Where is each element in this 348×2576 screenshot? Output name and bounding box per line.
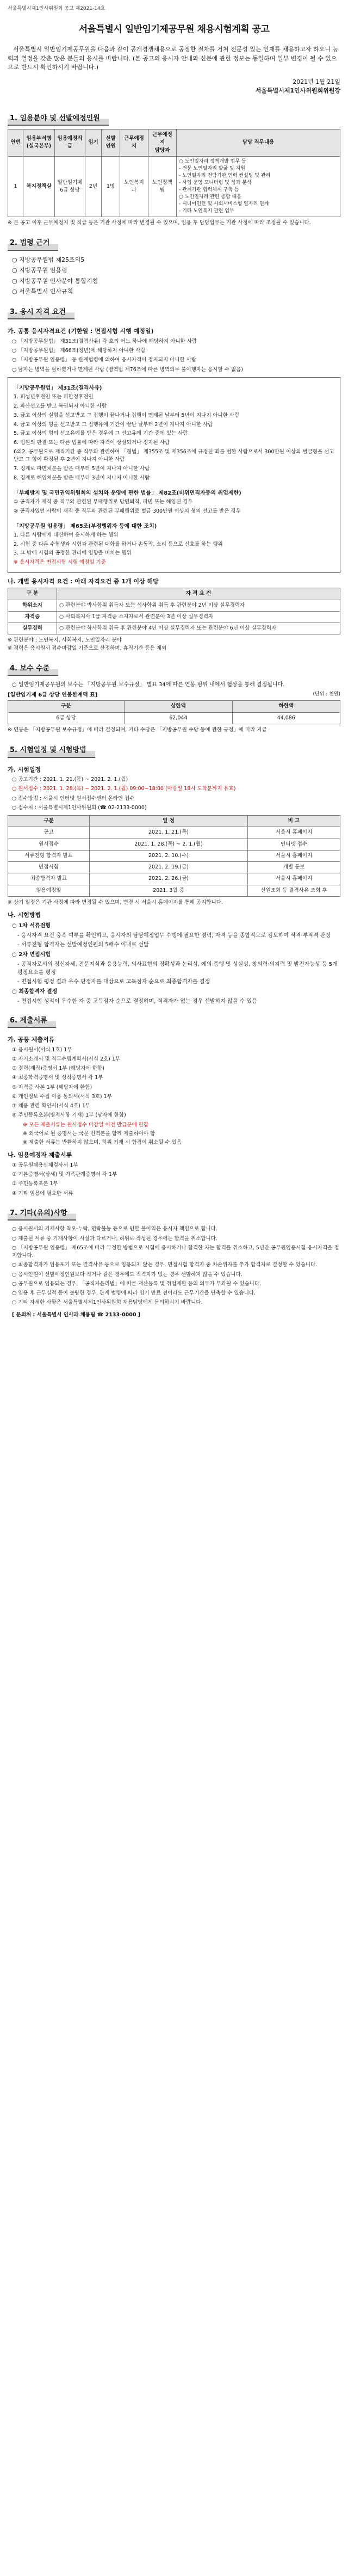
sched-date: 2021. 3월 중 [90,885,248,896]
box-title: 「지방공무원 임용령」 제65조(부정행위자 등에 대한 조치) [14,523,157,529]
method-line: - 서류전형 합격자는 선발예정인원의 5배수 이내로 선발 [17,941,149,948]
method-line: - 면접시험 성적이 우수한 자 중 고득점자 순으로 결정하며, 적격자가 없는 경우 선발하지 않을 수 있음 [17,998,257,1004]
th-pay-max: 상한액 [125,701,232,712]
law-item: ○ 서울특별시 인사규칙 [12,288,73,295]
box-note: ※ 응시자격은 면접시험 시행 예정일 기준 [14,559,106,566]
intro-text: 서울특별시 일반임기제공무원을 다음과 같이 공개경쟁채용으로 공정한 절차를 거쳐 전문성 있는 인재를 채용하고자 하오니 능력과 열정을 갖춘 많은 분들의 응시를 바랍니다. (본 공고의 응시자 안내와 신분에 관한 정보는 동일하며 일부 변경이 될 수 있으므로 반드시 확인하시기 바랍니다.) [8,46,339,71]
document-item: ⑧ 주민등록초본(병적사항 기재) 1부 (남자에 한함) [12,1112,126,1119]
pay-note: ※ 연봉은 「지방공무원 보수규정」에 따라 결정되며, 기타 수당은 「지방공무원 수당 등에 관한 규정」에 따라 지급 [8,726,267,733]
table-row [8,600,340,611]
doc-number: 서울특별시제1인사위원회 공고 제2021-14호 [8,6,105,11]
th-team [148,130,177,157]
box-item: 3. 그 밖에 시험의 공정한 관리에 영향을 미치는 행위 [14,550,132,557]
box-item: 6. 법원의 판결 또는 다른 법률에 따라 자격이 상실되거나 정지된 사람 [14,439,170,446]
cell-count: 1명 [102,156,120,217]
sched-note: 서울시 홈페이지 [248,850,340,861]
th-place: 근무예정지 [120,130,148,157]
th-dept [23,130,55,157]
method-title: ○ 2차 면접시험 [12,951,51,958]
qual-req: ○ 관련분야 학사학위 취득 후 관련분야 4년 이상 실무경력자 또는 관련분야 6년 이상 실무경력자 [57,623,340,634]
document-item: ③ 경력(재직)증명서 1부 (해당자에 한함) [12,1065,104,1072]
document-note: ※ 외국어로 된 증명서는 국문 번역본을 함께 제출하여야 함 [23,1130,156,1137]
sched-date: 2021. 2. 26.(금) [90,873,248,885]
th-qual-req: 자 격 요 건 [57,588,340,600]
box-item: 5. 금고 이상의 형의 선고유예를 받은 경우에 그 선고유예 기간 중에 있는 사람 [14,430,188,437]
page-title: 서울특별시 일반임기제공무원 채용시험계획 공고 [78,23,270,35]
document-item: ④ 기타 임용에 필요한 서류 [12,1190,73,1197]
issuing-org: 서울특별시제1인사위원회위원장 [255,87,340,94]
th-sched-note: 비 고 [248,816,340,827]
notes-item: ○ 최종합격자가 임용포기 또는 결격사유 등으로 임용되지 않는 경우, 면접시험 합격자 중 차순위자를 추가 합격자로 결정할 수 있습니다. [12,1262,318,1268]
section-heading-pay: 4. 보수 수준 [8,662,58,676]
th-team-sub: 담당과 [154,147,170,153]
th-dept-label: 임용부서명 [26,135,52,142]
law-item: ○ 지방공무원법 제25조의5 [12,256,85,263]
sched-note: 서울시 홈페이지 [248,873,340,885]
document-item: ⑥ 개인정보 수집 이용 동의서(서식 3호) 1부 [12,1093,112,1100]
qual-kind: 학위소지 [8,600,57,611]
schedule-subtitle: 가. 시험일정 [8,766,41,773]
table-row [8,862,340,873]
notes-item: ○ 임용 후 근무실적 등이 불량한 경우, 관계 법령에 따라 임기 만료 전이라도 근무기간을 단축할 수 있습니다. [12,1290,256,1297]
schedule-note: ※ 상기 일정은 기관 사정에 따라 변경될 수 있으며, 변경 시 서울시 홈페이지를 통해 공지합니다. [8,899,223,905]
pay-label: [일반임기제 6급 상당 연봉한계액 표] [8,692,98,699]
method-subtitle: 나. 시험방법 [8,911,41,919]
document-item: ② 자기소개서 및 직무수행계획서(서식 2호) 1부 [12,1056,121,1062]
sched-date: 2021. 1. 28.(목) ~ 2. 1.(월) [90,839,248,850]
schedule-table [8,815,340,897]
pay-table [8,700,340,724]
notes-item: ○ 응시원서의 기재사항 착오·누락, 연락불능 등으로 인한 불이익은 응시자 책임으로 합니다. [12,1226,217,1232]
qualification-table [8,588,340,634]
document-item: ① 응시원서(서식 1호) 1부 [12,1046,72,1053]
section-heading-qualifications: 3. 응시 자격 요건 [8,306,74,320]
notes-item: ○ 「지방공무원 임용령」 제65조에 따라 부정한 방법으로 시험에 응시하거나 합격한 자는 합격을 취소하고, 5년간 공무원임용시험 응시자격을 정지합니다. [12,1244,339,1259]
positions-note: ※ 본 공고 이후 근무예정지 및 직급 등은 기관 사정에 따라 변경될 수 있으며, 임용 후 담당업무는 기관 사정에 따라 조정될 수 있습니다. [8,220,311,226]
pay-min: 44,086 [232,712,340,724]
qual-req: ○ 관련분야 박사학위 취득자 또는 석사학위 취득 후 관련분야 2년 이상 실무경력자 [57,600,340,611]
pay-table-caption [8,691,340,699]
qual-note: ※ 관련분야 : 노인복지, 사회복지, 노인일자리 분야 ※ 경력은 응시원서 접수마감일 기준으로 산정하며, 휴직기간 등은 제외 [8,637,167,651]
table-header-row [8,816,340,827]
sched-kind: 공고 [8,827,90,839]
cell-no: 1 [8,156,23,217]
table-row [8,873,340,885]
box-item: 3. 금고 이상의 실형을 선고받고 그 집행이 끝나거나 집행이 면제된 날부터 5년이 지나지 아니한 사람 [14,412,240,418]
table-row [8,839,340,850]
documents-subtitle: 가. 공통 제출서류 [8,1036,55,1044]
schedule-line: ○ 접수처 : 서울특별시제1인사위원회 (☎ 02-2133-0000) [12,804,147,811]
box-title: 「부패방지 및 국민권익위원회의 설치와 운영에 관한 법률」 제82조(비위면직자등의 취업제한) [14,490,241,496]
th-pay-min: 하한액 [232,701,340,712]
method-line: - 응시자격 요건 충족 여부를 확인하고, 응시자의 담당예정업무 수행에 필요한 경력, 자격 등을 종합적으로 검토하여 적격·부적격 판정 [17,932,331,939]
th-dept-sub: (실국본부) [26,143,52,150]
box-item: 2. 파산선고를 받고 복권되지 아니한 사람 [14,403,107,410]
cell-grade: 일반임기제 6급 상당 [55,156,85,217]
th-count: 선발인원 [102,130,120,157]
method-title: ○ 최종합격자 결정 [12,988,58,995]
qual-kind: 자격증 [8,611,57,623]
sched-kind: 서류전형 합격자 발표 [8,850,90,861]
sched-kind: 원서접수 [8,839,90,850]
sched-kind: 최종합격자 발표 [8,873,90,885]
pay-intro: ○ 일반임기제공무원의 보수는 「지방공무원 보수규정」 별표 34에 따른 연봉 범위 내에서 협상을 통해 결정됩니다. [12,682,285,688]
sched-kind: 임용예정일 [8,885,90,896]
pay-unit: (단위 : 천원) [313,692,340,698]
table-row [8,712,340,724]
table-row [8,156,340,217]
th-duty: 담당 직무내용 [177,130,340,157]
document-item: ① 공무원채용신체검사서 1부 [12,1162,78,1168]
cell-team: 노인정책팀 [148,156,177,217]
box-item: ① 공직자가 재직 중 직무와 관련된 부패행위로 당연퇴직, 파면 또는 해임된 경우 [14,499,193,506]
document-note: ※ 모든 제출서류는 원서접수 마감일 이전 발급분에 한함 [23,1121,148,1128]
section-heading-positions: 1. 임용분야 및 선발예정인원 [8,112,109,126]
th-no: 연번 [8,130,23,157]
qual-item: ○ 「지방공무원 임용령」 등 관계법령에 의하여 응시자격이 정지되지 아니한 사람 [12,357,196,363]
qual-kind: 실무경력 [8,623,57,634]
law-item: ○ 지방공무원 임용령 [12,267,67,274]
document-item: ② 기본증명서(상세) 및 가족관계증명서 각 1부 [12,1172,117,1178]
th-team-label: 근무예정지 [152,132,172,146]
sched-date: 2021. 2. 19.(금) [90,862,248,873]
box-item: 4. 금고 이상의 형을 선고받고 그 집행유예 기간이 끝난 날부터 2년이 지나지 아니한 사람 [14,421,213,428]
cell-duty: ○ 노인일자리 정책개발 업무 등 - 전문 노인일자리 발굴 및 지원 - 노인일자리 전담기관 인력 컨설팅 및 관리 - 사업 운영 모니터링 및 성과 분석 - 관계기관 협력체계 구축 등 ○ 노인일자리 관련 종합 대응 - 시니어인턴 및 사회서비스형 일자리 연계 - 기타 노인복지 관련 업무 [177,156,340,217]
qual-item: ○ 「지방공무원법」 제66조(정년)에 해당하지 아니한 사람 [12,348,146,354]
pay-max: 62,044 [125,712,232,724]
section-heading-documents: 6. 제출서류 [8,1014,56,1028]
th-pay-kind: 구분 [8,701,125,712]
law-item: ○ 지방공무원 인사분야 통합지침 [12,277,98,285]
qual-item: ○ 남자는 병역을 필하였거나 면제된 사람 (병역법 제76조에 따른 병역의무 불이행자는 응시할 수 없음) [12,366,243,373]
schedule-line: ○ 공고기간 : 2021. 1. 21.(목) ~ 2021. 2. 1.(월) [12,777,128,783]
disqualification-box [8,377,340,573]
box-item: 1. 피성년후견인 또는 피한정후견인 [14,394,94,400]
table-header-row [8,130,340,157]
sched-kind: 면접시험 [8,862,90,873]
method-title: ○ 1차 서류전형 [12,922,51,929]
qual-common-title: 가. 공통 응시자격요건 (기한일 : 면접시험 시행 예정일) [8,328,154,335]
box-item: 2. 시험 중 다른 수험생과 시험과 관련된 대화를 하거나 손동작, 소리 등으로 신호를 하는 행위 [14,541,223,547]
method-line: - 면접시험 평정 결과 우수 판정자를 대상으로 고득점자 순으로 최종합격자를 결정 [17,978,210,985]
th-qual-kind: 구 분 [8,588,57,600]
table-header-row [8,701,340,712]
box-item: 6의2. 공무원으로 재직기간 중 직무와 관련하여 「형법」 제355조 및 제356조에 규정된 죄를 범한 사람으로서 300만원 이상의 벌금형을 선고받고 그 형이 확정된 후 2년이 지나지 아니한 사람 [14,448,334,463]
sched-note: 신원조회 등 결격사유 조회 후 [248,885,340,896]
schedule-line: ○ 원서접수 : 2021. 1. 28.(목) ~ 2021. 2. 1.(월) 09:00~18:00 (마감일 18시 도착분까지 유효) [12,786,236,792]
document-item: ③ 주민등록초본 1부 [12,1181,58,1187]
document-item: ⑤ 자격증 사본 1부 (해당자에 한함) [12,1084,92,1090]
cell-place: 노인복지과 [120,156,148,217]
sched-date: 2021. 1. 21.(목) [90,827,248,839]
th-term: 임기 [85,130,102,157]
pay-kind: 6급 상당 [8,712,125,724]
cell-dept: 복지정책실 [23,156,55,217]
section-heading-laws: 2. 법령 근거 [8,237,58,251]
box-title: 「지방공무원법」 제31조(결격사유) [14,385,102,391]
qual-req: ○ 사회복지사 1급 자격증 소지자로서 관련분야 3년 이상 실무경력자 [57,611,340,623]
th-grade: 임용예정직급 [55,130,85,157]
table-row [8,827,340,839]
table-row [8,850,340,861]
box-item: 1. 다른 사람에게 대신하여 응시하게 하는 행위 [14,532,119,538]
sched-note: 개별 통보 [248,862,340,873]
section-heading-notes: 7. 기타(유의)사항 [8,1207,76,1221]
notice-date: 2021년 1월 21일 [293,78,340,85]
qual-item: ○ 「지방공무원법」 제31조(결격사유) 각 호의 어느 하나에 해당하지 아니한 사람 [12,338,197,344]
box-item: 7. 징계로 파면처분을 받은 때부터 5년이 지나지 아니한 사람 [14,466,150,472]
notes-item: ○ 공무원으로 임용되는 경우, 「공직자윤리법」에 따른 재산등록 및 취업제한 등의 의무가 부과될 수 있습니다. [12,1280,262,1287]
section-heading-schedule: 5. 시험일정 및 시험방법 [8,744,95,758]
document-item: ⑦ 채용 관련 확인서(서식 4호) 1부 [12,1103,91,1110]
qual-individual-title: 나. 개별 응시자격 요건 : 아래 자격요건 중 1개 이상 해당 [8,577,159,585]
table-row [8,611,340,623]
positions-table [8,129,340,217]
notes-item: ○ 기타 자세한 사항은 서울특별시제1인사위원회 채용담당에게 문의하시기 바랍니다. [12,1299,203,1306]
documents-subtitle-2: 나. 임용예정자 제출서류 [8,1151,72,1159]
table-row [8,623,340,634]
sched-note: 서울시 홈페이지 [248,827,340,839]
box-item: 8. 징계로 해임처분을 받은 때부터 3년이 지나지 아니한 사람 [14,474,150,481]
th-sched-date: 일 정 [90,816,248,827]
document-note: ※ 제출한 서류는 반환하지 않으며, 허위 기재 시 합격이 취소될 수 있음 [23,1139,182,1146]
schedule-line: ○ 접수방법 : 서울시 인터넷 원서접수센터 온라인 접수 [12,795,135,802]
box-item: ② 공직자였던 사람이 재직 중 직무와 관련된 부패행위로 벌금 300만원 이상의 형의 선고를 받은 경우 [14,508,241,514]
th-sched-kind: 구분 [8,816,90,827]
contact-line: [ 문의처 : 서울특별시 인사과 채용팀 ☎ 2133-0000 ] [12,1311,141,1318]
method-line: - 공직자로서의 정신자세, 전문지식과 응용능력, 의사표현의 정확성과 논리성, 예의·품행 및 성실성, 창의력·의지력 및 발전가능성 등 5개 평정요소를 평정 [17,961,338,976]
sched-date: 2021. 2. 10.(수) [90,850,248,861]
notes-item: ○ 응시인원이 선발예정인원보다 적거나 같은 경우에도 적격자가 없는 경우 선발하지 않을 수 있습니다. [12,1271,243,1278]
notes-item: ○ 제출된 서류 중 기재사항이 사실과 다르거나, 허위로 작성된 경우에는 합격을 취소합니다. [12,1235,217,1242]
sched-note: 인터넷 접수 [248,839,340,850]
cell-term: 2년 [85,156,102,217]
table-header-row [8,588,340,600]
document-item: ④ 최종학력증명서 및 성적증명서 각 1부 [12,1075,103,1081]
table-row [8,885,340,896]
